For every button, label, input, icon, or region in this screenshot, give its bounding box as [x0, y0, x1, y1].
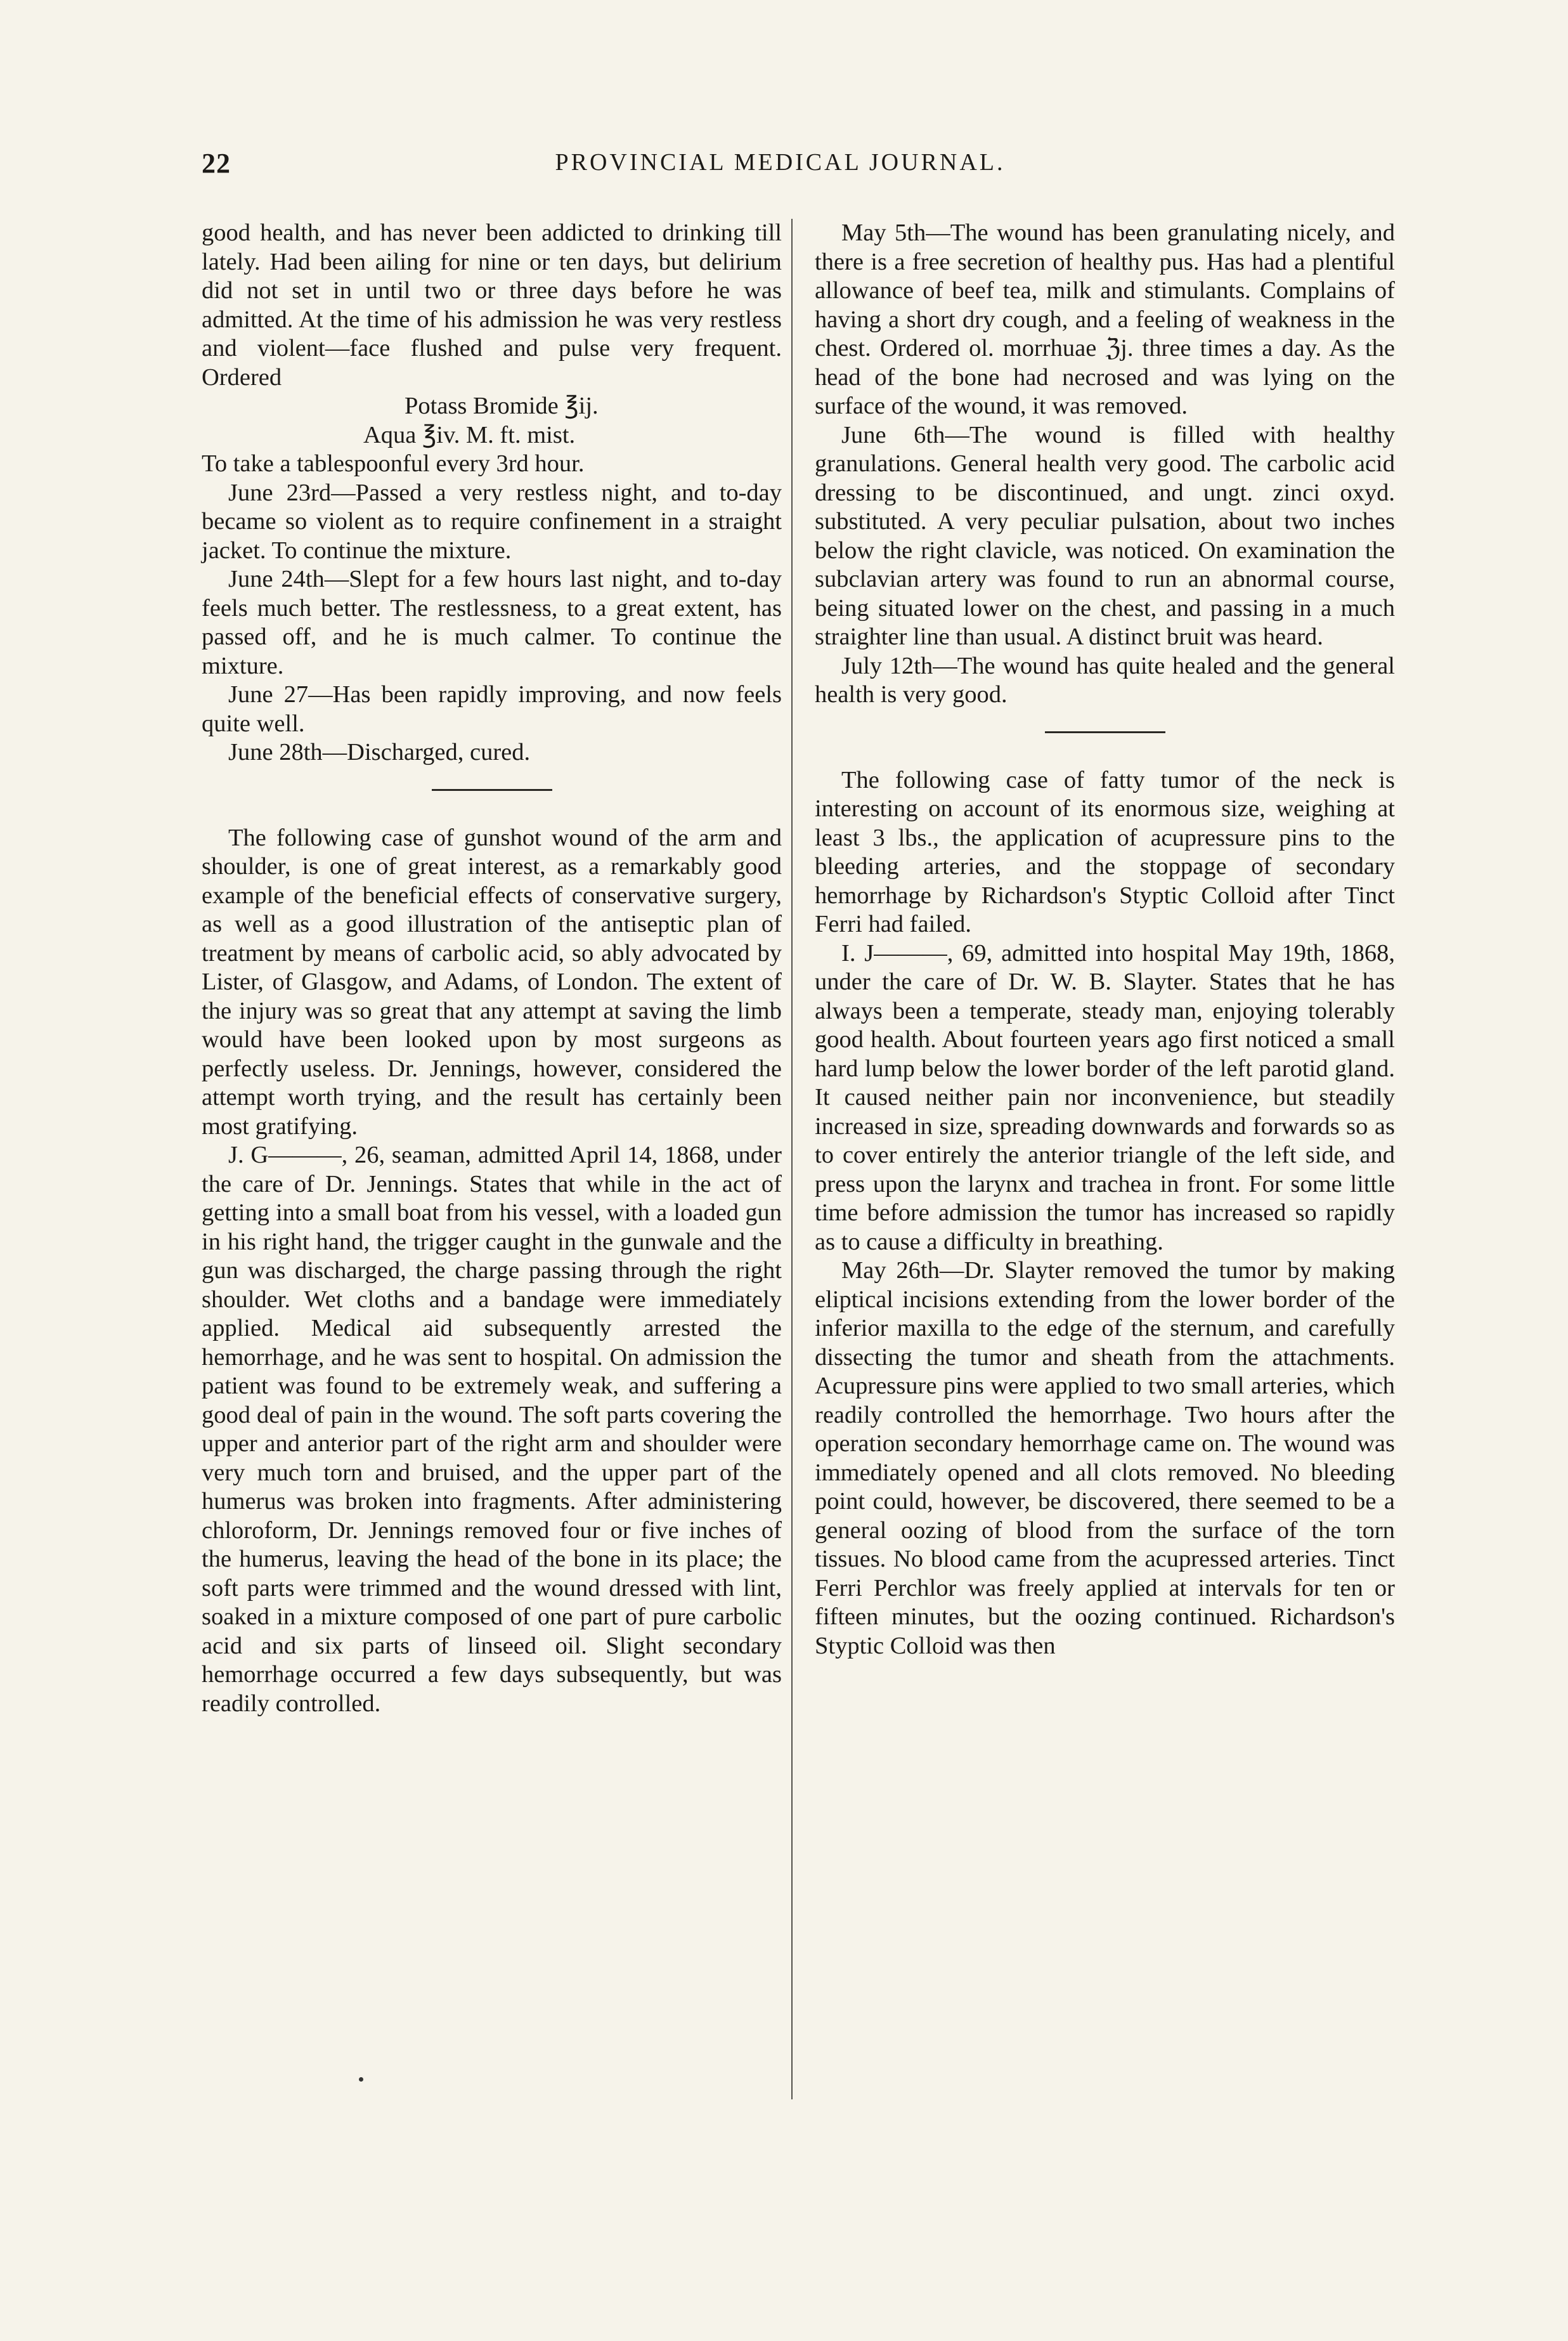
case-note-may5: May 5th—The wound has been granulating nicely, and there is a free secretion of healthy pus. Has had a plentiful allowance of beef tea, milk and stimulants. Complains of having a short dry cough, and a feeling of weakness in the chest. Ordered ol. morrhuae ℨj. three times a day. As the head of the bone had necrosed and was lying on the surface of the wound, it was removed.: [815, 219, 1395, 419]
case-note-july12: July 12th—The wound has quite healed and the general health is very good.: [815, 652, 1395, 708]
right-column: [815, 219, 1395, 1660]
left-column: [202, 219, 782, 1718]
case-note-june23: June 23rd—Passed a very restless night, and to-day became so violent as to require confinement in a straight jacket. To continue the mixture.: [202, 479, 782, 564]
case-note-june27: June 27—Has been rapidly improving, and now feels quite well.: [202, 681, 782, 737]
page-header: [202, 147, 1359, 192]
print-speck: [359, 2077, 363, 2082]
section-divider: [432, 789, 552, 791]
column-divider: [791, 219, 793, 2099]
case-note-june28: June 28th—Discharged, cured.: [228, 739, 531, 766]
tumor-case-history: I. J———, 69, admitted into hospital May 19th, 1868, under the care of Dr. W. B. Slayter. States that he has always been a temperate, steady man, enjoying tolerably good health. About fourteen years ago first noticed a small hard lump below the lower border of the left parotid gland. It caused neither pain nor inconvenience, but steadily increased in size, spreading downwards and forwards so as to cover entirely the anterior triangle of the left side, and press upon the larynx and trachea in front. For some little time before admission the tumor has increased so rapidly as to cause a difficulty in breathing.: [815, 939, 1395, 1255]
gunshot-case-intro: The following case of gunshot wound of the arm and shoulder, is one of great interest, as a remarkably good example of the beneficial effects of conservative surgery, as well as a good illustration of the antiseptic plan of treatment by means of carbolic acid, so ably advocated by Lister, of Glasgow, and Adams, of London. The extent of the injury was so great that any attempt at saving the limb would have been looked upon by most surgeons as perfectly useless. Dr. Jennings, however, considered the attempt worth trying, and the result has certainly been most gratifying.: [202, 824, 782, 1140]
page-number: 22: [202, 148, 231, 179]
dosage-instruction: To take a tablespoonful every 3rd hour.: [202, 450, 585, 477]
running-title: PROVINCIAL MEDICAL JOURNAL.: [555, 149, 1006, 176]
prescription-line: Potass Bromide ℥ij.: [405, 393, 599, 419]
case-note-june24: June 24th—Slept for a few hours last night, and to-day feels much better. The restlessness, to a great extent, has passed off, and he is much calmer. To continue the mixture.: [202, 566, 782, 679]
case-note-june6: June 6th—The wound is filled with healthy granulations. General health very good. The carbolic acid dressing to be discontinued, and ungt. zinci oxyd. substituted. A very peculiar pulsation, about two inches below the right clavicle, was noticed. On examination the subclavian artery was found to run an abnormal course, being situated lower on the chest, and passing in a much straighter line than usual. A distinct bruit was heard.: [815, 421, 1395, 650]
tumor-case-intro: The following case of fatty tumor of the neck is interesting on account of its enormous size, weighing at least 3 lbs., the application of acupressure pins to the bleeding arteries, and the stoppage of secondary hemorrhage by Richardson's Styptic Colloid after Tinct Ferri had failed.: [815, 766, 1395, 937]
case-note-may26: May 26th—Dr. Slayter removed the tumor by making eliptical incisions extending from the lower border of the inferior maxilla to the edge of the sternum, and carefully dissecting the tumor and sheath from the attachments. Acupressure pins were applied to two small arteries, which readily controlled the hemorrhage. Two hours after the operation secondary hemorrhage came on. The wound was immediately opened and all clots removed. No bleeding point could, however, be discovered, there seemed to be a general oozing of blood from the surface of the torn tissues. No blood came from the acupressed arteries. Tinct Ferri Perchlor was freely applied at intervals for ten or fifteen minutes, but the oozing continued. Richardson's Styptic Colloid was then: [815, 1257, 1395, 1659]
case-continuation-paragraph: good health, and has never been addicted to drinking till lately. Had been ailing for nine or ten days, but delirium did not set in until two or three days before he was admitted. At the time of his admission he was very restless and violent—face flushed and pulse very frequent. Ordered: [202, 219, 782, 391]
prescription-line: Aqua ℥iv. M. ft. mist.: [363, 421, 576, 448]
gunshot-case-history: J. G———, 26, seaman, admitted April 14, 1868, under the care of Dr. Jennings. States that while in the act of getting into a small boat from his vessel, with a loaded gun in his right hand, the trigger caught in the gunwale and the gun was discharged, the charge passing through the right shoulder. Wet cloths and a bandage were immediately applied. Medical aid subsequently arrested the hemorrhage, and he was sent to hospital. On admission the patient was found to be extremely weak, and suffering a good deal of pain in the wound. The soft parts covering the upper and anterior part of the right arm and shoulder were very much torn and bruised, and the upper part of the humerus was broken into fragments. After administering chloroform, Dr. Jennings removed four or five inches of the humerus, leaving the head of the bone in its place; the soft parts were trimmed and the wound dressed with lint, soaked in a mixture composed of one part of pure carbolic acid and six parts of linseed oil. Slight secondary hemorrhage occurred a few days subsequently, but was readily controlled.: [202, 1142, 782, 1717]
section-divider: [1045, 731, 1165, 733]
